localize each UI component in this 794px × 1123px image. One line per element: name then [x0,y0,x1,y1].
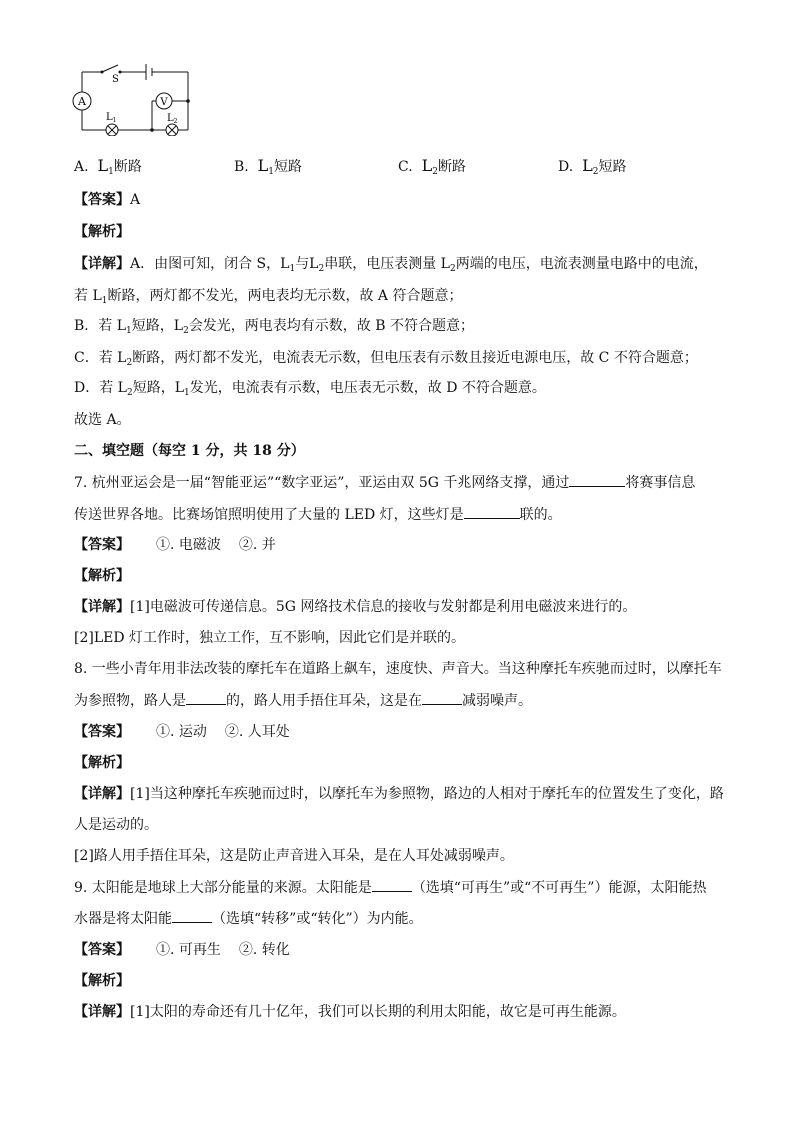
option-a: A. $L_1$断路 [74,156,142,177]
q6-detail-line-1: 【详解】A．由图可知，闭合 S，$L_1$与$L_2$串联，电压表测量 $L_2$两端的电压，电流表测量电路中的电流， [74,256,708,274]
q8-detail-line-1: 【详解】[1]当这种摩托车疾驰而过时，以摩托车为参照物，路边的人相对于摩托车的位置发生了变化，路 [74,786,724,802]
q9-detail-line-1: 【详解】[1]太阳的寿命还有几十亿年，我们可以长期的利用太阳能，故它是可再生能源。 [74,1004,626,1020]
ammeter-icon [73,92,91,110]
q6-conclusion: 故选 A。 [74,412,131,428]
lamp-l1-icon [106,124,118,136]
voltmeter-icon [156,93,172,109]
q7-answer: 【答案】 ①. 电磁波 ②. 并 [74,537,276,553]
q7-stem-line-2: 传送世界各地。比赛场馆照明使用了大量的 LED 灯，这些灯是 联的。 [74,504,562,525]
q6-analysis-tag: 【解析】 [74,224,130,240]
circuit-diagram [70,58,200,136]
q8-detail-line-3: [2]路人用手捂住耳朵，这是防止声音进入耳朵，是在人耳处减弱噪声。 [74,848,514,864]
svg-text:V: V [160,97,168,108]
option-d: D. $L_2$短路 [558,156,627,177]
q6-detail-line-4: C．若 $L_2$断路，两灯都不发光，电流表无示数，但电压表有示数且接近电源电压，故 C 不符合题意； [74,350,698,368]
q6-detail-line-2: 若 $L_1$断路，两灯都不发光，两电表均无示数，故 A 符合题意； [74,288,463,306]
q6-answer: 【答案】A [74,192,141,208]
q9-analysis-tag: 【解析】 [74,973,130,989]
q8-detail-line-2: 人是运动的。 [74,817,158,833]
q9-stem-line-2: 水器是将太阳能 （选填“转移”或“转化”）为内能。 [74,908,423,929]
switch-lever [102,65,118,72]
lamp-l2-icon [166,124,178,136]
lamp2-label: $L_2$ [167,113,178,125]
q8-stem-line-1: 8. 一些小青年用非法改装的摩托车在道路上飙车，速度快、声音大。当这种摩托车疾驰而过时，以摩托车 [74,661,722,677]
q8-analysis-tag: 【解析】 [74,755,130,771]
section-2-title: 二、填空题（每空 1 分，共 18 分） [74,443,305,459]
switch-label: S [112,74,119,85]
q6-detail-line-3: B．若 $L_1$短路，$L_2$会发光，两电表均有示数，故 B 不符合题意； [74,318,474,336]
q8-answer: 【答案】 ①. 运动 ②. 人耳处 [74,724,290,740]
q9-answer: 【答案】 ①. 可再生 ②. 转化 [74,942,290,958]
q7-stem-line-1: 7. 杭州亚运会是一届“智能亚运”“数字亚运”，亚运由双 5G 千兆网络支撑，通过 将赛事信息 [74,472,695,493]
option-b: B. $L_1$短路 [234,156,303,177]
q7-analysis-tag: 【解析】 [74,568,130,584]
svg-text:A: A [78,95,86,108]
lamp1-label: $L_1$ [106,112,117,124]
q6-detail-line-5: D．若 $L_2$短路，$L_1$发光，电流表有示数，电压表无示数，故 D 不符合题意。 [74,380,546,398]
q7-detail-line-1: 【详解】[1]电磁波可传递信息。5G 网络技术信息的接收与发射都是利用电磁波来进行的。 [74,599,637,615]
option-c: C. $L_2$断路 [398,156,466,177]
q7-detail-line-2: [2]LED 灯工作时，独立工作，互不影响，因此它们是并联的。 [74,630,466,646]
q9-stem-line-1: 9. 太阳能是地球上大部分能量的来源。太阳能是 （选填“可再生”或“不可再生”）能源，太阳能热 [74,877,706,898]
q8-stem-line-2: 为参照物，路人是 的，路人用手捂住耳朵，这是在 减弱噪声。 [74,690,532,711]
